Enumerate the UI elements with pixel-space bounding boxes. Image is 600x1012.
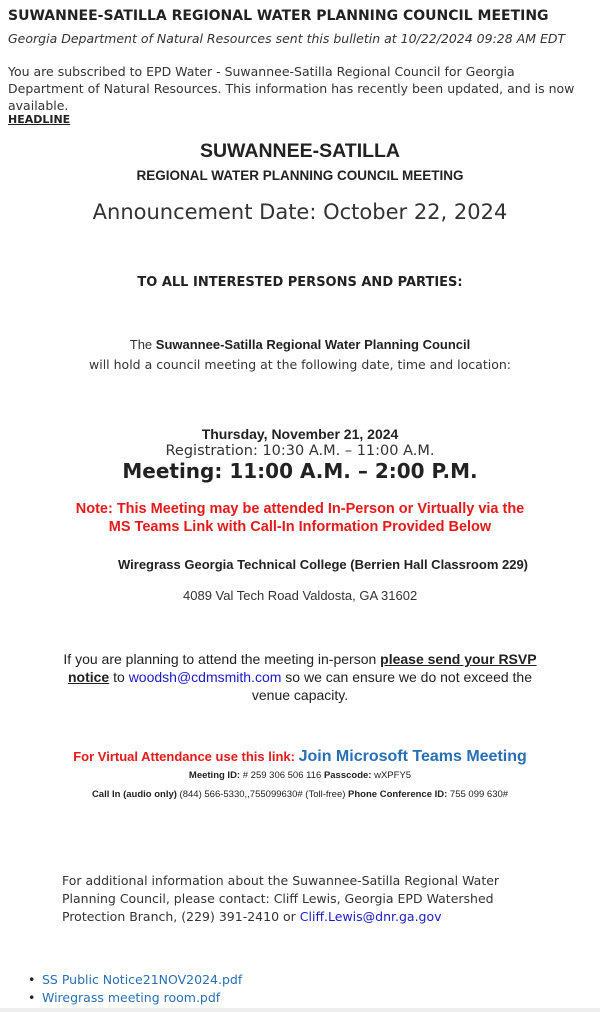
announcement-date: Announcement Date: October 22, 2024 xyxy=(92,200,508,224)
teams-meeting-link[interactable]: Join Microsoft Teams Meeting xyxy=(298,748,527,765)
intro-line-1 xyxy=(0,337,600,352)
attachment-item xyxy=(28,971,242,989)
conference-id-label: Phone Conference ID: xyxy=(348,789,448,800)
attendance-note-line-1: Note: This Meeting may be attended In-Person or Virtually via the xyxy=(75,501,525,517)
intro-prefix: The xyxy=(129,337,156,352)
venue-name: Wiregrass Georgia Technical College (Berrien Hall Classroom 229) xyxy=(118,557,529,572)
bulletin-title: SUWANNEE-SATILLA REGIONAL WATER PLANNING COUNCIL MEETING xyxy=(8,8,549,24)
meeting-time: Meeting: 11:00 A.M. – 2:00 P.M. xyxy=(122,459,478,483)
bulletin-meta: Georgia Department of Natural Resources sent this bulletin at 10/22/2024 09:28 AM EDT xyxy=(8,31,566,46)
intro-council-name: Suwannee-Satilla Regional Water Planning Council xyxy=(155,337,471,352)
call-in-line xyxy=(0,789,600,800)
meeting-date: Thursday, November 21, 2024 xyxy=(201,426,399,442)
conference-id-value: 755 099 630# xyxy=(447,789,509,800)
registration-time: Registration: 10:30 A.M. – 11:00 A.M. xyxy=(165,443,435,459)
page-bottom-edge xyxy=(0,1008,600,1012)
to-all-interested: TO ALL INTERESTED PERSONS AND PARTIES: xyxy=(137,275,463,290)
rsvp-line-1 xyxy=(0,651,600,667)
rsvp-line-2 xyxy=(0,669,600,685)
contact-text: For additional information about the Suwannee-Satilla Regional Water Planning Council, please contact: Cliff Lewis, Georgia EPD Watershed Protection Branch, (229) 391-2410 or xyxy=(62,873,500,924)
rsvp-suffix: so we can ensure we do not exceed the xyxy=(281,669,532,685)
headline-label: HEADLINE xyxy=(8,113,71,126)
rsvp-notice-word: notice xyxy=(67,669,110,685)
rsvp-line-3: venue capacity. xyxy=(251,687,349,703)
venue-address: 4089 Val Tech Road Valdosta, GA 31602 xyxy=(183,588,418,603)
attachment-link-meeting-room[interactable]: Wiregrass meeting room.pdf xyxy=(42,990,221,1005)
contact-email-link[interactable]: Cliff.Lewis@dnr.ga.gov xyxy=(299,909,442,924)
call-in-number: (844) 566-5330,,755099630# (Toll-free) xyxy=(176,789,349,800)
attachment-list xyxy=(28,971,242,1007)
attachment-link-public-notice[interactable]: SS Public Notice21NOV2024.pdf xyxy=(42,972,243,987)
council-name-heading: SUWANNEE-SATILLA xyxy=(199,140,401,162)
meeting-id-label: Meeting ID: xyxy=(188,770,241,781)
rsvp-email-link[interactable]: woodsh@cdmsmith.com xyxy=(128,669,282,685)
virtual-attendance-label: For Virtual Attendance use this link: xyxy=(73,749,299,764)
contact-info xyxy=(62,872,532,926)
rsvp-to: to xyxy=(109,669,129,685)
attachment-item xyxy=(28,989,242,1007)
intro-line-2: will hold a council meeting at the following date, time and location: xyxy=(89,357,511,372)
virtual-attendance xyxy=(0,748,600,766)
passcode-value: wXPFY5 xyxy=(371,770,412,781)
attendance-note-line-2: MS Teams Link with Call-In Information Provided Below xyxy=(108,519,492,535)
meeting-id-value: # 259 306 506 116 xyxy=(240,770,324,781)
subscription-notice: You are subscribed to EPD Water - Suwannee-Satilla Regional Council for Georgia Department of Natural Resources. This information has recently been updated, and is now available. xyxy=(8,64,575,113)
rsvp-emphasis: please send your RSVP xyxy=(380,651,537,667)
meeting-id-line xyxy=(0,770,600,781)
rsvp-prefix: If you are planning to attend the meeting in-person xyxy=(63,651,381,667)
meeting-type-heading: REGIONAL WATER PLANNING COUNCIL MEETING xyxy=(136,168,464,183)
call-in-label: Call In (audio only) xyxy=(91,789,177,800)
passcode-label: Passcode: xyxy=(323,770,372,781)
